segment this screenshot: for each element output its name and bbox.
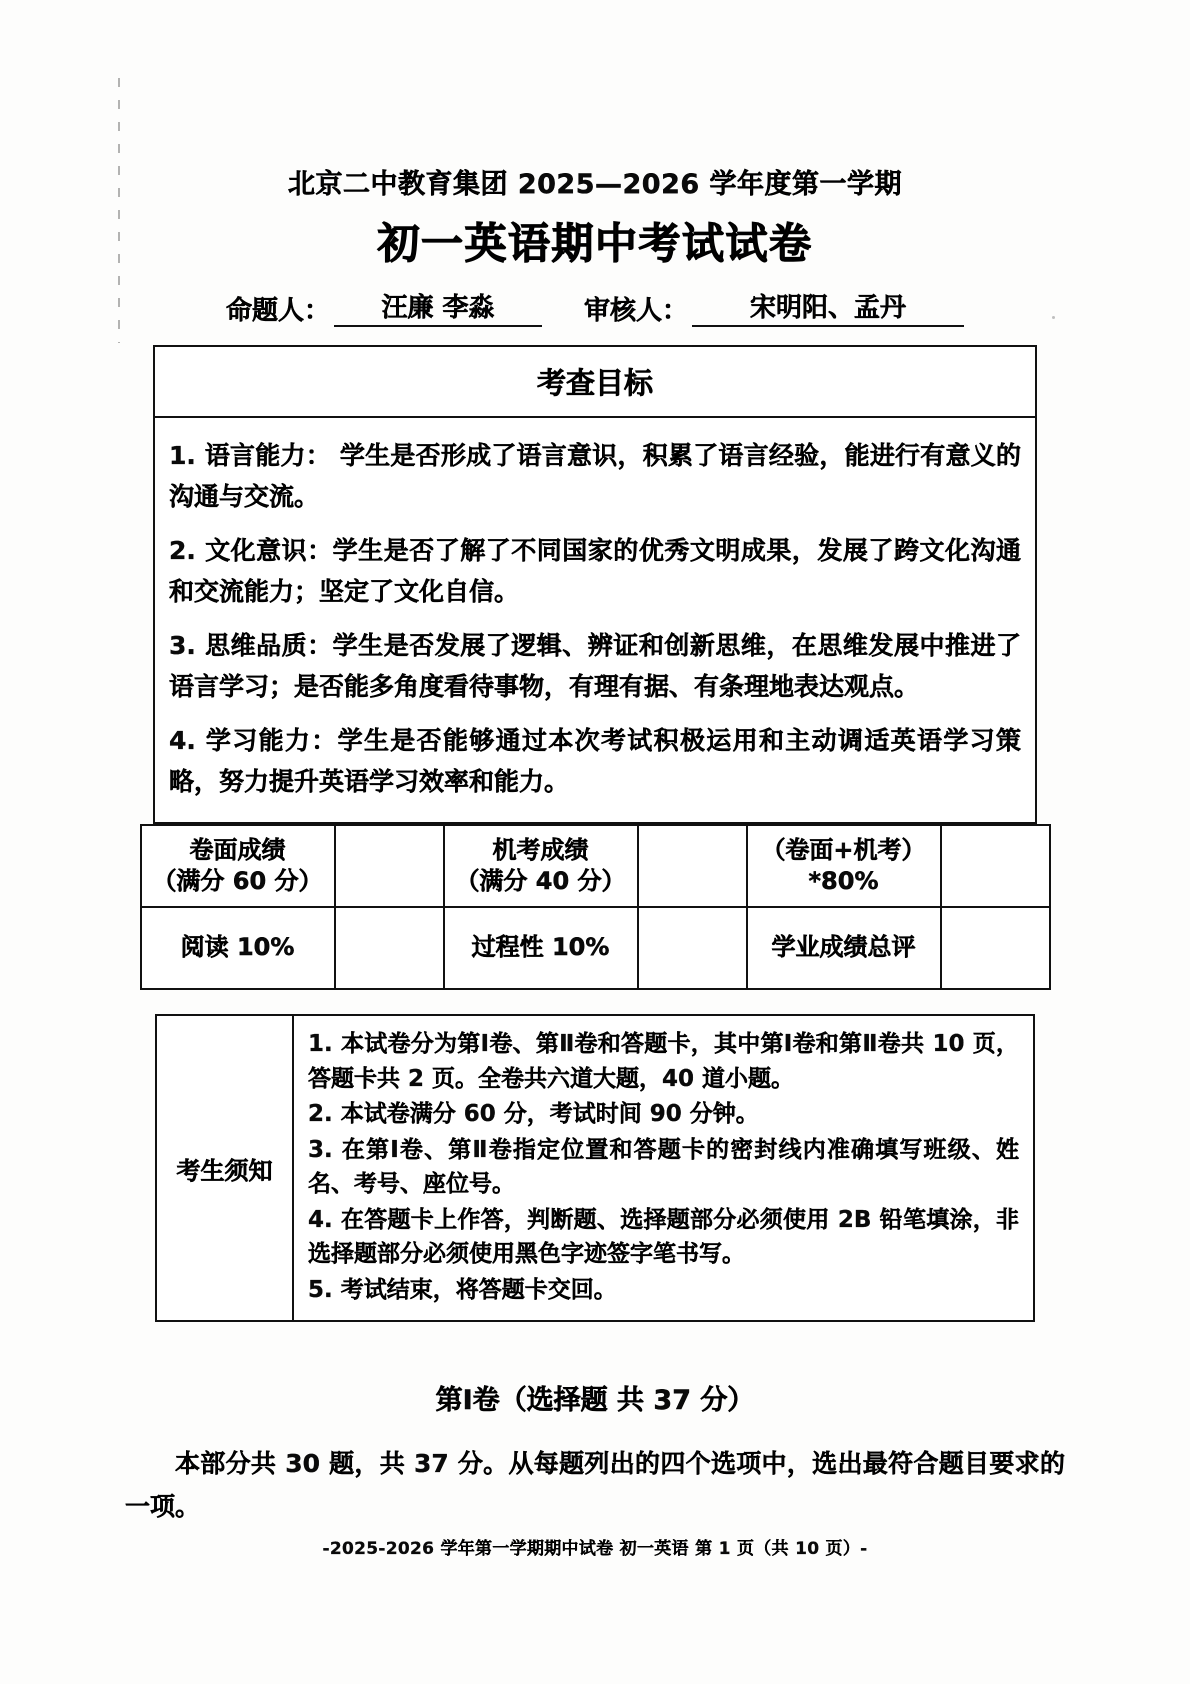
score-cell-computer-value[interactable]: [638, 825, 747, 907]
computer-score-max: （满分 40 分）: [455, 867, 626, 895]
paper-score-title: 卷面成绩: [189, 835, 286, 864]
score-cell-combined-label: [747, 825, 941, 907]
score-cell-overall-value[interactable]: [941, 907, 1050, 989]
part-one-title: 第Ⅰ卷（选择题 共 37 分）: [435, 1385, 755, 1416]
notice-body: [293, 1015, 1034, 1321]
notice-label: 考生须知: [156, 1015, 293, 1321]
school-term-line: 北京二中教育集团 2025—2026 学年度第一学期: [287, 169, 903, 200]
notice-item: 2. 本试卷满分 60 分，考试时间 90 分钟。: [308, 1101, 759, 1127]
objectives-body: [155, 418, 1035, 822]
page-footer: -2025-2026 学年第一学期期中试卷 初一英语 第 1 页（共 10 页）-: [322, 1539, 868, 1559]
part-one-description: 本部分共 30 题，共 37 分。从每题列出的四个选项中，选出最符合题目要求的一项。: [125, 1449, 1065, 1521]
setter-label: 命题人：: [225, 296, 330, 326]
objective-item: 2. 文化意识：学生是否了解了不同国家的优秀文明成果，发展了跨文化沟通和交流能力；坚定了文化自信。: [169, 536, 1021, 606]
objective-item: 1. 语言能力： 学生是否形成了语言意识，积累了语言经验，能进行有意义的沟通与交流。: [169, 441, 1021, 511]
paper-score-max: （满分 60 分）: [152, 867, 323, 895]
reviewer-names: 宋明阳、孟丹: [692, 287, 964, 327]
notice-item: 4. 在答题卡上作答，判断题、选择题部分必须使用 2B 铅笔填涂，非选择题部分必须使用黑色字迹签字笔书写。: [308, 1206, 1019, 1267]
computer-score-title: 机考成绩: [492, 835, 589, 864]
notice-item: 5. 考试结束，将答题卡交回。: [308, 1276, 617, 1303]
score-cell-process-label: 过程性 10%: [444, 907, 638, 989]
objectives-heading: 考查目标: [155, 347, 1035, 418]
notice-item: 1. 本试卷分为第Ⅰ卷、第Ⅱ卷和答题卡，其中第Ⅰ卷和第Ⅱ卷共 10 页，答题卡共 2 页。全卷共六道大题，40 道小题。: [308, 1031, 1019, 1092]
table-row: [156, 1015, 1034, 1321]
credits-line: [0, 287, 1190, 327]
table-row: [141, 825, 1050, 907]
notice-table: [155, 1014, 1035, 1322]
objectives-box: [153, 345, 1037, 824]
combined-score-weight: *80%: [808, 867, 879, 895]
score-cell-paper-value[interactable]: [335, 825, 444, 907]
objective-item: 4. 学习能力：学生是否能够通过本次考试积极运用和主动调适英语学习策略，努力提升英语学习效率和能力。: [169, 726, 1021, 796]
page-title: 初一英语期中考试试卷: [377, 219, 813, 268]
objective-item: 3. 思维品质：学生是否发展了逻辑、辨证和创新思维，在思维发展中推进了语言学习；是否能多角度看待事物，有理有据、有条理地表达观点。: [169, 631, 1021, 701]
score-cell-reading-value[interactable]: [335, 907, 444, 989]
notice-item: 3. 在第Ⅰ卷、第Ⅱ卷指定位置和答题卡的密封线内准确填写班级、姓名、考号、座位号。: [308, 1136, 1019, 1197]
score-table: [140, 824, 1051, 990]
score-cell-reading-label: 阅读 10%: [141, 907, 335, 989]
score-cell-process-value[interactable]: [638, 907, 747, 989]
table-row: [141, 907, 1050, 989]
reviewer-label: 审核人：: [584, 296, 689, 326]
setter-names: 汪廉 李淼: [334, 287, 542, 327]
score-cell-overall-label: 学业成绩总评: [747, 907, 941, 989]
score-cell-combined-value[interactable]: [941, 825, 1050, 907]
combined-score-title: （卷面+机考）: [761, 835, 926, 864]
score-cell-computer-label: [444, 825, 638, 907]
score-cell-paper-label: [141, 825, 335, 907]
